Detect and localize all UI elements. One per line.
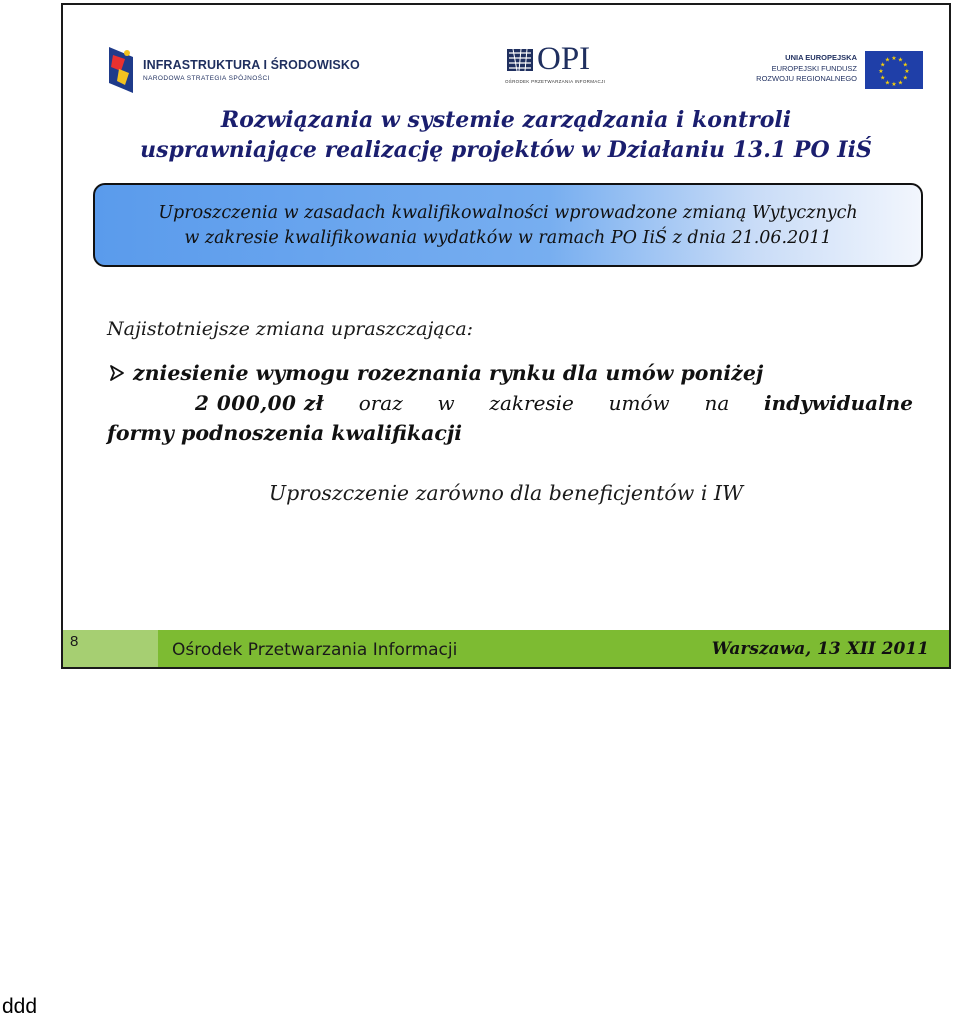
infrastruktura-logo-name: INFRASTRUKTURA I ŚRODOWISKO <box>143 58 360 72</box>
svg-text:★: ★ <box>884 56 891 64</box>
bullet-bold-word: indywidualne <box>764 391 913 415</box>
nss-emblem-icon <box>107 45 135 95</box>
highlight-box-line2: w zakresie kwalifikowania wydatków w ramach PO IiŚ z dnia 21.06.2011 <box>184 228 832 248</box>
svg-text:★: ★ <box>884 79 891 87</box>
svg-text:★: ★ <box>902 74 908 82</box>
footer <box>63 630 949 667</box>
bullet-amount: 2 000,00 zł <box>195 391 324 415</box>
bullet-word: w <box>437 391 455 415</box>
svg-text:★: ★ <box>880 74 886 82</box>
infrastruktura-logo-sub: NARODOWA STRATEGIA SPÓJNOŚCI <box>143 75 270 82</box>
highlight-box-line1: Uproszczenia w zasadach kwalifikowalności wprowadzone zmianą Wytycznych <box>158 203 858 223</box>
svg-text:★: ★ <box>891 55 897 62</box>
footer-organization: Ośrodek Przetwarzania Informacji <box>172 640 458 660</box>
footer-date: Warszawa, 13 XII 2011 <box>711 639 929 659</box>
eu-logo-line3: ROZWOJU REGIONALNEGO <box>756 74 857 83</box>
eu-logo-line2: EUROPEJSKI FUNDUSZ <box>771 64 857 73</box>
svg-text:★: ★ <box>891 81 897 88</box>
bullet-line2 <box>107 391 913 415</box>
svg-text:★: ★ <box>897 56 904 64</box>
bullet-word: umów <box>608 391 670 415</box>
page-number: 8 <box>70 633 79 650</box>
bullet-line3: formy podnoszenia kwalifikacji <box>107 421 463 445</box>
bullet-word: na <box>704 391 730 415</box>
infrastruktura-logo <box>107 45 360 97</box>
opi-logo-word: OPI <box>537 41 591 77</box>
eu-flag-icon <box>865 51 923 89</box>
highlight-box-text <box>95 201 921 251</box>
svg-text:★: ★ <box>880 61 886 69</box>
bullet-word: zakresie <box>489 391 574 415</box>
slide-title-line1: Rozwiązania w systemie zarządzania i kontroli <box>220 107 792 133</box>
svg-text:★: ★ <box>878 68 884 75</box>
opi-logo <box>505 43 605 87</box>
slide-title <box>63 105 949 165</box>
opi-logo-sub: OŚRODEK PRZETWARZANIA INFORMACJI <box>505 79 606 84</box>
svg-text:★: ★ <box>902 61 908 69</box>
opi-emblem-icon <box>505 45 535 75</box>
highlight-box <box>93 183 923 267</box>
bullet-line1: zniesienie wymogu rozeznania rynku dla umów poniżej <box>133 361 764 385</box>
slide-title-line2: usprawniające realizację projektów w Działaniu 13.1 PO IiŚ <box>140 137 872 163</box>
svg-text:★: ★ <box>897 79 904 87</box>
summary-text: Uproszczenie zarówno dla beneficjentów i IW <box>268 481 744 505</box>
page-number-box <box>63 630 158 667</box>
bullet-word: oraz <box>358 391 403 415</box>
eu-logo <box>753 51 923 91</box>
eu-logo-line1: UNIA EUROPEJSKA <box>785 53 857 62</box>
arrow-bullet-icon <box>107 361 127 385</box>
footer-bar <box>158 630 949 667</box>
svg-text:★: ★ <box>904 68 910 75</box>
slide <box>61 3 951 669</box>
intro-text: Najistotniejsze zmiana upraszczająca: <box>107 318 474 340</box>
stray-text: ddd <box>2 995 38 1018</box>
